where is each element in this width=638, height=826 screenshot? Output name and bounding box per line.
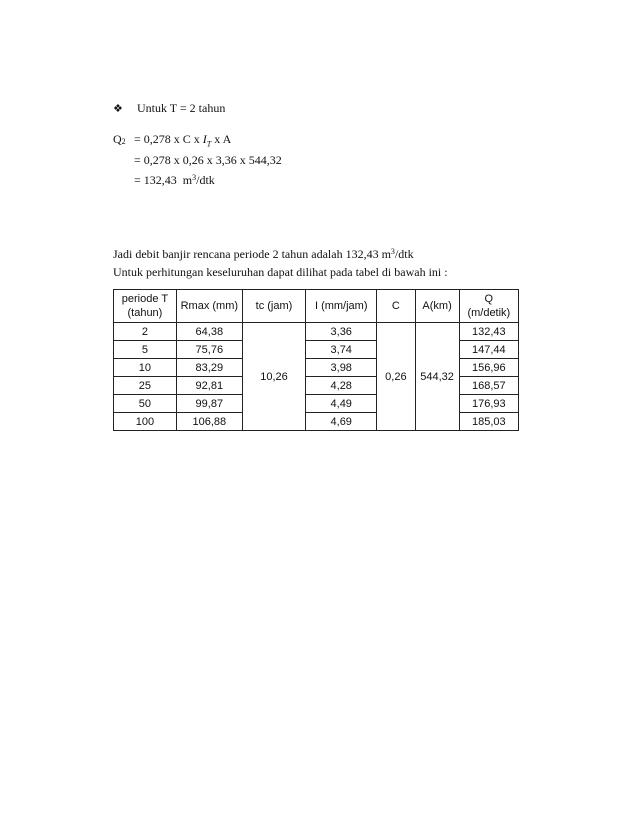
summary-line-1: [113, 243, 448, 263]
discharge-table: [113, 289, 519, 431]
header-periode: periode T (tahun): [114, 290, 177, 323]
cell-discharge: 147,44: [459, 341, 518, 359]
formula-part-1: = 0,278 x C x: [134, 132, 203, 146]
cell-periode: 10: [114, 359, 177, 377]
cell-periode: 2: [114, 323, 177, 341]
summary-line-2: Untuk perhitungan keseluruhan dapat dilihat pada tabel di bawah ini :: [113, 265, 448, 279]
cell-rmax: 83,29: [176, 359, 242, 377]
q-label: [113, 131, 134, 150]
table-header-row: [114, 290, 519, 323]
cell-periode: 25: [114, 377, 177, 395]
calc-line-3: [113, 169, 282, 189]
header-c: C: [377, 290, 415, 323]
formula-part-2: x A: [211, 132, 232, 146]
cell-intensity: 3,98: [306, 359, 377, 377]
cell-intensity: 4,28: [306, 377, 377, 395]
summary-unit: /dtk: [394, 247, 414, 261]
result-unit-exponent: 3: [192, 173, 197, 183]
cell-c-merged: 0,26: [377, 323, 415, 431]
cell-intensity: 4,49: [306, 395, 377, 413]
cell-discharge: 156,96: [459, 359, 518, 377]
section-heading: [113, 101, 225, 116]
diamond-bullet-icon: ❖: [113, 103, 123, 115]
cell-rmax: 106,88: [176, 413, 242, 431]
cell-discharge: 168,57: [459, 377, 518, 395]
cell-rmax: 64,38: [176, 323, 242, 341]
cell-discharge: 176,93: [459, 395, 518, 413]
calc-line-2: [113, 152, 282, 169]
cell-periode: 5: [114, 341, 177, 359]
intensity-symbol: [202, 132, 212, 149]
table-row: [114, 323, 519, 341]
intensity-letter: I: [202, 132, 207, 146]
cell-intensity: 3,74: [306, 341, 377, 359]
cell-intensity: 4,69: [306, 413, 377, 431]
cell-rmax: 99,87: [176, 395, 242, 413]
header-area: A(km): [415, 290, 459, 323]
cell-area-merged: 544,32: [415, 323, 459, 431]
formula-substitution: = 0,278 x 0,26 x 3,36 x 544,32: [134, 153, 282, 168]
header-intensity: I (mm/jam): [306, 290, 377, 323]
header-rmax: Rmax (mm): [176, 290, 242, 323]
result-value: = 132,43 m: [134, 173, 193, 188]
summary-exponent: 3: [390, 247, 395, 256]
cell-periode: 100: [114, 413, 177, 431]
discharge-calculation: [113, 131, 282, 189]
intensity-subscript: T: [206, 139, 212, 149]
cell-rmax: 92,81: [176, 377, 242, 395]
q-subscript: 2: [121, 137, 126, 146]
cell-intensity: 3,36: [306, 323, 377, 341]
result-unit: /dtk: [196, 173, 215, 188]
q-letter: Q: [113, 132, 122, 146]
header-discharge: Q (m/detik): [459, 290, 518, 323]
cell-discharge: 185,03: [459, 413, 518, 431]
header-tc: tc (jam): [242, 290, 305, 323]
cell-tc-merged: 10,26: [242, 323, 305, 431]
cell-discharge: 132,43: [459, 323, 518, 341]
cell-periode: 50: [114, 395, 177, 413]
summary-text: Jadi debit banjir rencana periode 2 tahun adalah 132,43 m: [113, 247, 391, 261]
summary-paragraph: [113, 243, 448, 281]
heading-text: Untuk T = 2 tahun: [137, 101, 226, 115]
calc-line-1: [113, 131, 282, 152]
cell-rmax: 75,76: [176, 341, 242, 359]
